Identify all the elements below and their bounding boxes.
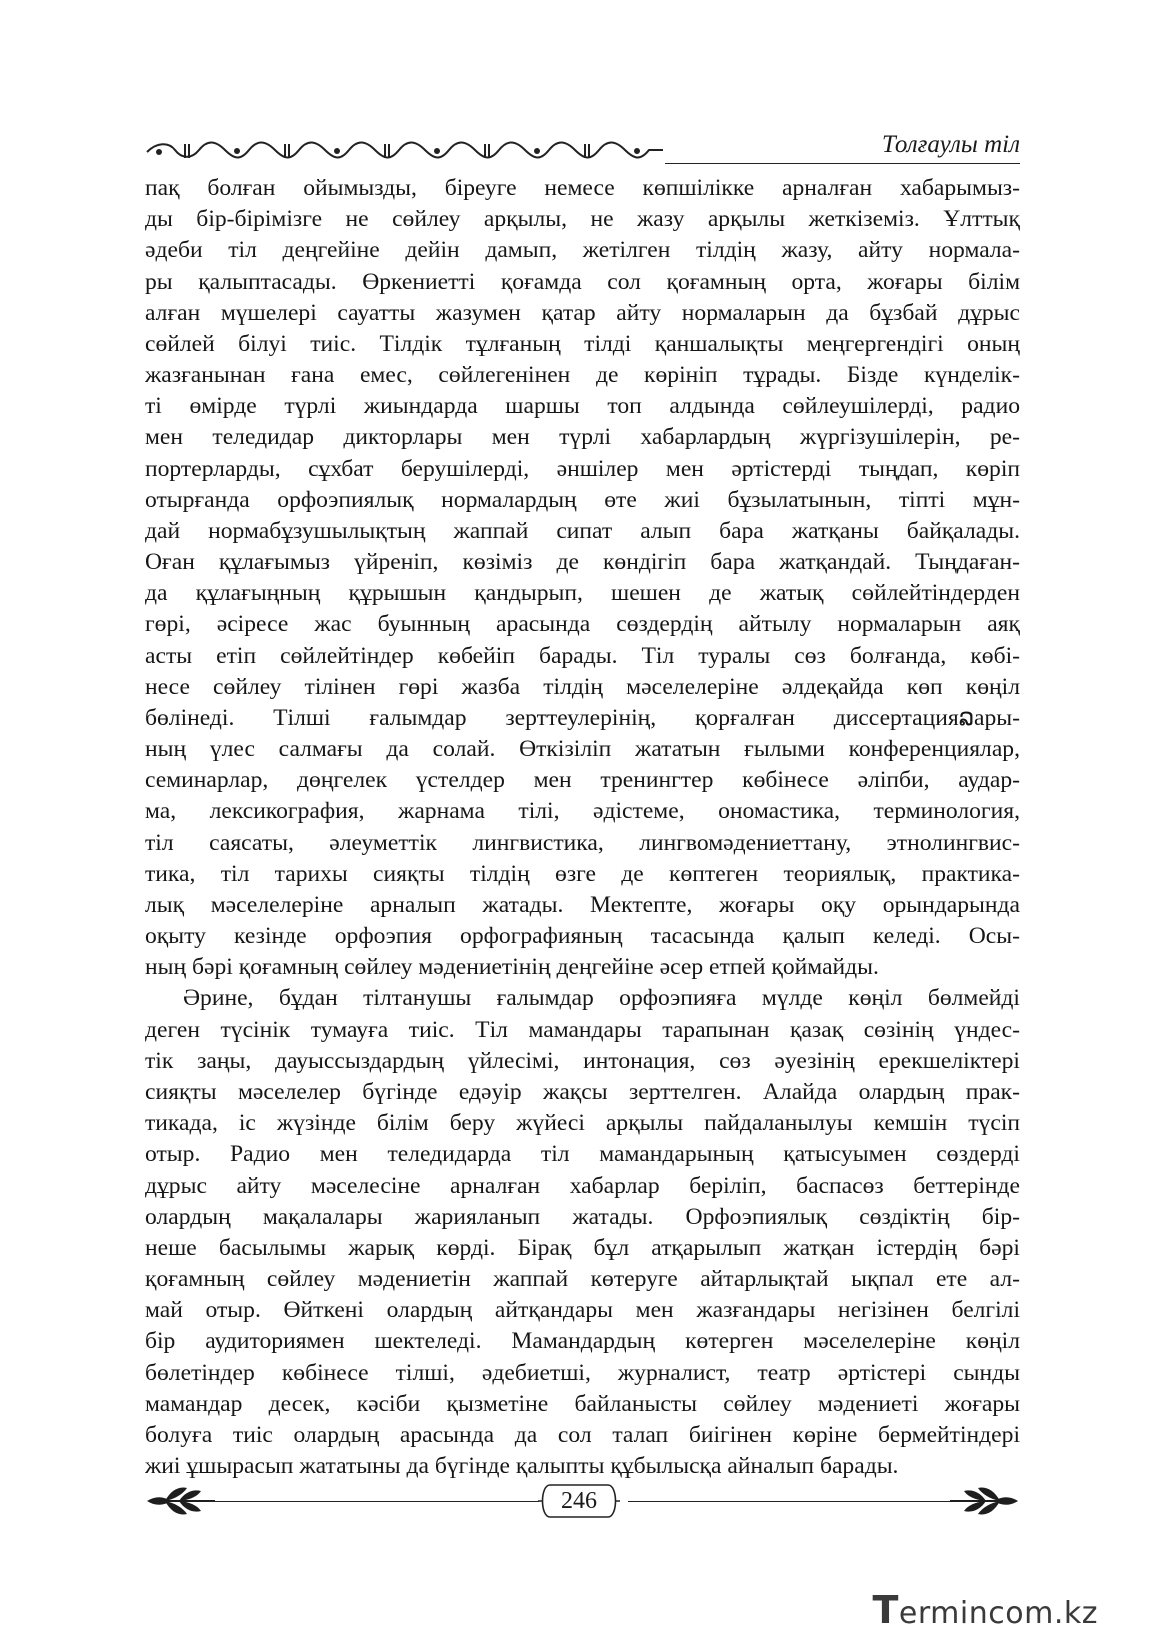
- text-line: несе сөйлеу тілінен гөрі жазба тілдің мәселелеріне әлдеқайда көп көңіл: [145, 673, 1020, 700]
- footer-rule-right: [628, 1501, 956, 1502]
- text-line: тіл саясаты, әлеуметтік лингвистика, лингвомәдениеттану, этнолингвис-: [145, 829, 1020, 856]
- leaf-ornament-icon: [950, 1484, 1020, 1518]
- text-line: тикада, іс жүзінде білім беру жүйесі арқылы пайдаланылуы кемшін түсіп: [145, 1110, 1020, 1137]
- text-line: олардың мақалалары жарияланып жатады. Орфоэпиялық сөздіктің бір-: [145, 1203, 1020, 1230]
- text-line: отырғанда орфоэпиялық нормалардың өте жиі бұзылатынын, тіпті мұн-: [145, 486, 1020, 513]
- text-line: алған мүшелері сауатты жазумен қатар айту нормаларын да бұзбай дұрыс: [145, 299, 1020, 326]
- text-line: жиі ұшырасып жататыны да бүгінде қалыпты құбылысқа айналып барады.: [145, 1453, 899, 1480]
- text-line: мен теледидар дикторлары мен түрлі хабарлардың жүргізушілерін, ре-: [145, 424, 1020, 451]
- text-line: гөрі, әсіресе жас буынның арасында сөздердің айтылу нормаларын аяқ: [145, 611, 1020, 638]
- page-number: 246: [561, 1488, 597, 1514]
- header-ornament-icon: [145, 138, 665, 164]
- text-line: сөйлей білуі тиіс. Тілдік тұлғаның тілді қаншалықты меңгергендігі оның: [145, 330, 1020, 357]
- text-line: ның үлес салмағы да солай. Өткізіліп жататын ғылыми конференциялар,: [145, 736, 1020, 763]
- text-line: бөлетіндер көбінесе тілші, әдебиетші, журналист, театр әртістері сынды: [145, 1359, 1020, 1386]
- header-rule: [665, 163, 1020, 164]
- body-text: [145, 173, 1020, 1480]
- text-line: дұрыс айту мәселесіне арналған хабарлар беріліп, баспасөз беттерінде: [145, 1172, 1020, 1199]
- text-line: ті өмірде түрлі жиындарда шаршы топ алдында сөйлеушілерді, радио: [145, 393, 1020, 420]
- text-line: бір аудиториямен шектеледі. Мамандардың көтерген мәселелеріне көңіл: [145, 1328, 1020, 1355]
- text-line: деген түсінік тумауға тиіс. Тіл мамандары тарапынан қазақ сөзінің үндес-: [145, 1016, 1020, 1043]
- text-line: тік заңы, дауыссыздардың үйлесімі, интонация, сөз әуезінің ерекшеліктері: [145, 1047, 1020, 1074]
- text-line: тика, тіл тарихы сияқты тілдің өзге де көптеген теориялық, практика-: [145, 860, 1020, 887]
- text-line: неше басылымы жарық көрді. Бірақ бұл атқарылып жатқан істердің бәрі: [145, 1234, 1020, 1261]
- text-line: ма, лексикография, жарнама тілі, әдістеме, ономастика, терминология,: [145, 798, 1020, 825]
- text-line: мамандар десек, кәсіби қызметіне байланысты сөйлеу мәдениеті жоғары: [145, 1390, 1020, 1417]
- text-line: пақ болған ойымызды, біреуге немесе көпшілікке арналған хабарымыз-: [145, 175, 1020, 201]
- running-header: [145, 130, 1020, 166]
- text-line: дай нормабұзушылықтың жаппай сипат алып бара жатқаны байқалады.: [145, 517, 1020, 544]
- watermark-text: ermincom.kz: [898, 1596, 1098, 1631]
- header-title: Толғаулы тіл: [881, 131, 1020, 158]
- text-line: Әрине, бұдан тілтанушы ғалымдар орфоэпияға мүлде көңіл бөлмейді: [183, 985, 1020, 1012]
- text-line: қоғамның сөйлеу мәдениетін жаппай көтеруге айтарлықтай ықпал ете ал-: [145, 1266, 1020, 1293]
- text-line: жазғанынан ғана емес, сөйлегенінен де көрініп тұрады. Бізде күнделік-: [145, 362, 1020, 389]
- text-line: асты етіп сөйлейтіндер көбейіп барады. Тіл туралы сөз болғанда, көбі-: [145, 642, 1020, 669]
- page-footer: [145, 1478, 1020, 1524]
- text-line: май отыр. Өйткені олардың айтқандары мен жазғандары негізінен белгілі: [145, 1297, 1020, 1324]
- text-line: ды бір-бірімізге не сөйлеу арқылы, не жазу арқылы жеткіземіз. Ұлттық: [145, 206, 1020, 233]
- watermark-initial: T: [872, 1588, 899, 1632]
- text-line: лық мәселелеріне арналып жатады. Мектепте, жоғары оқу орындарында: [145, 891, 1020, 918]
- text-line: портерларды, сұхбат берушілерді, әншілер мен әртістерді тыңдап, көріп: [145, 455, 1020, 482]
- leaf-ornament-icon: [145, 1484, 215, 1518]
- text-line: бөлінеді. Тілші ғалымдар зерттеулерінің, қорғалған диссертацияລары-: [145, 704, 1020, 731]
- text-line: Оған құлағымыз үйреніп, көзіміз де көндігіп бара жатқандай. Тыңдаған-: [145, 549, 1020, 576]
- footer-rule-left: [209, 1501, 539, 1502]
- text-line: отыр. Радио мен теледидарда тіл мамандарының қатысуымен сөздерді: [145, 1141, 1020, 1168]
- text-line: ның бәрі қоғамның сөйлеу мәдениетінің деңгейіне әсер етпей қоймайды.: [145, 954, 879, 981]
- site-watermark: [872, 1588, 1099, 1632]
- text-line: әдеби тіл деңгейіне дейін дамып, жетілген тілдің жазу, айту нормала-: [145, 237, 1020, 264]
- text-line: болуға тиіс олардың арасында да сол талап биігінен көріне бермейтіндері: [145, 1421, 1020, 1448]
- text-line: сияқты мәселелер бүгінде едәуір жақсы зерттелген. Алайда олардың прак-: [145, 1078, 1020, 1105]
- text-line: да құлағыңның құрышын қандырып, шешен де жатық сөйлейтіндерден: [145, 580, 1020, 607]
- text-line: ры қалыптасады. Өркениетті қоғамда сол қоғамның орта, жоғары білім: [145, 268, 1020, 295]
- text-line: семинарлар, дөңгелек үстелдер мен тренингтер көбінесе әліпби, аудар-: [145, 767, 1020, 794]
- text-line: оқыту кезінде орфоэпия орфографияның тасасында қалып келеді. Осы-: [145, 923, 1020, 950]
